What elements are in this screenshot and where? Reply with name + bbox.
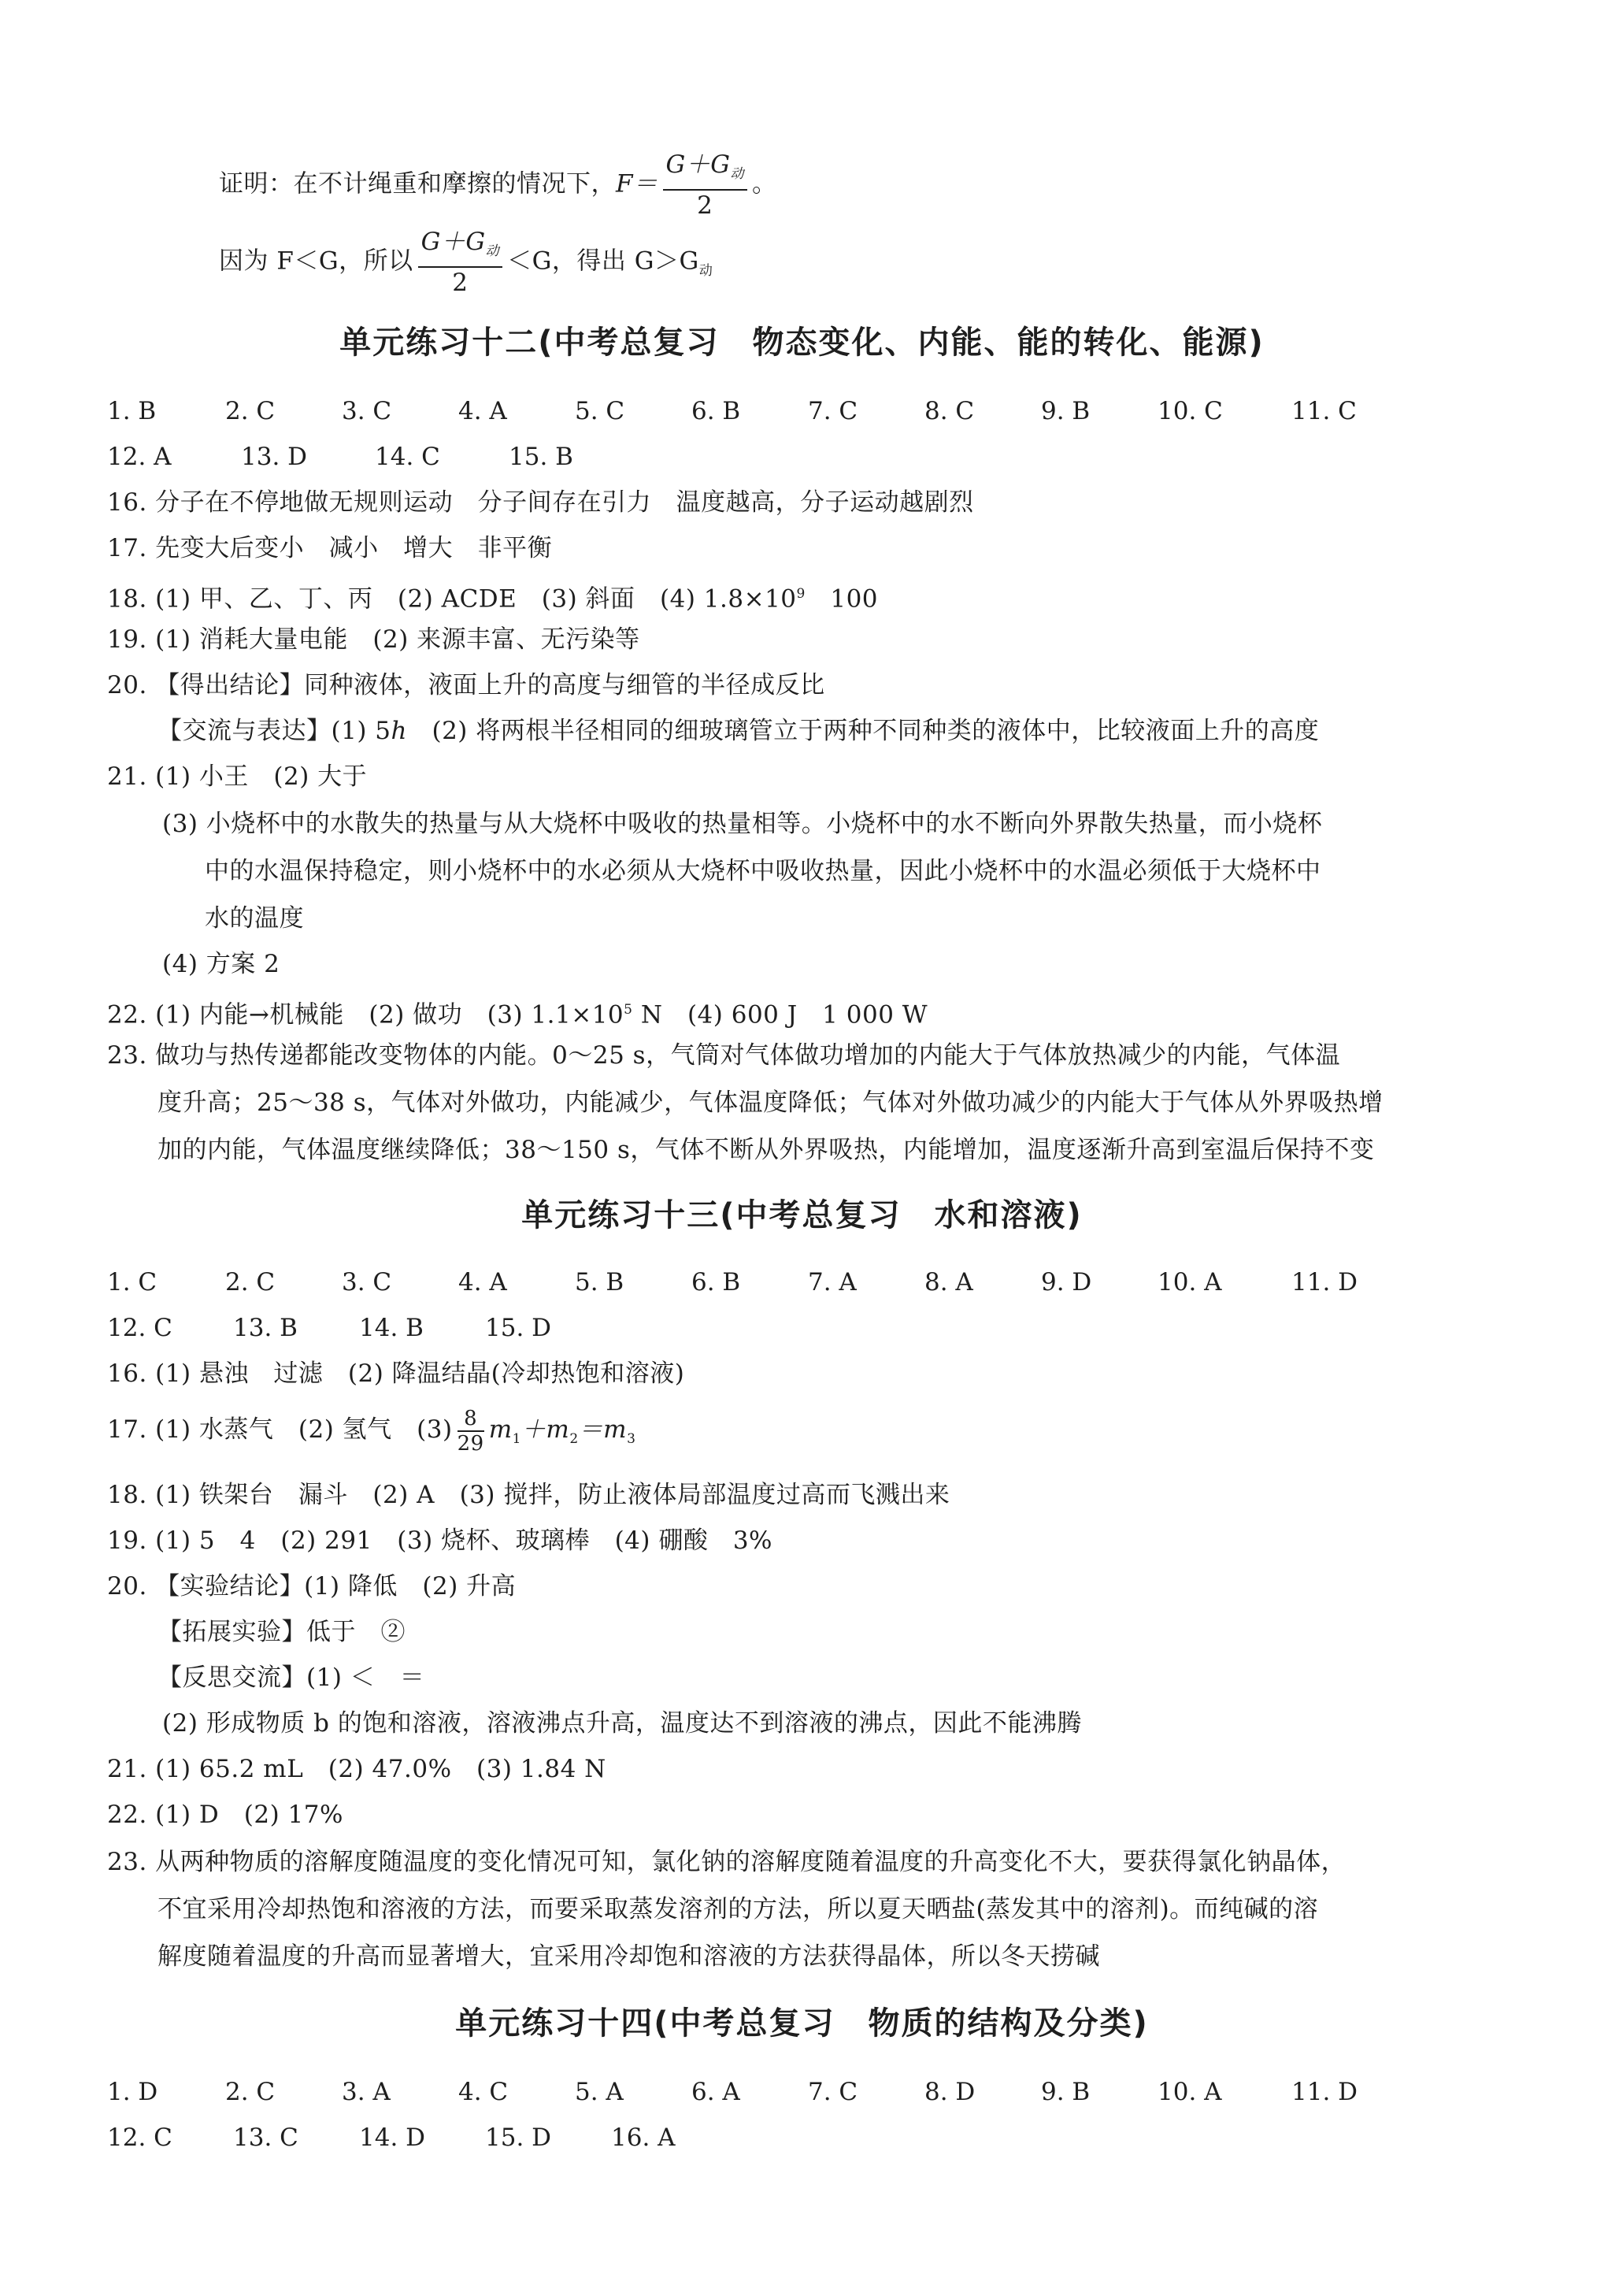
sec12-q22 bbox=[107, 994, 928, 1030]
frac2-numerator-sub: 动 bbox=[485, 243, 500, 260]
mcq-item: 9. D bbox=[1041, 1268, 1092, 1296]
q17-frac-num: 8 bbox=[457, 1407, 484, 1432]
mcq-item: 3. A bbox=[342, 2078, 391, 2106]
mcq-item: 2. C bbox=[225, 2078, 276, 2106]
sec13-q23-c: 解度随着温度的升高而显著增大，宜采用冷却饱和溶液的方法获得晶体，所以冬天捞碱 bbox=[157, 1942, 1100, 1971]
mcq-item: 12. C bbox=[107, 2124, 172, 2152]
mcq-item: 10. C bbox=[1158, 397, 1223, 425]
sec13-q19: 19. (1) 5 4 (2) 291 (3) 烧杯、玻璃棒 (4) 硼酸 3% bbox=[107, 1526, 773, 1555]
sec14-mcq-row-1 bbox=[107, 2076, 1358, 2108]
mcq-item: 5. B bbox=[575, 1268, 624, 1296]
mcq-item: 6. B bbox=[691, 1268, 741, 1296]
frac-numerator-sub: 动 bbox=[730, 166, 745, 183]
proof-line-2 bbox=[219, 227, 713, 302]
q22-text: 22. (1) 内能→机械能 (2) 做功 (3) 1.1×10 bbox=[107, 1000, 624, 1029]
sec12-q23-a: 23. 做功与热传递都能改变物体的内能。0～25 s，气筒对气体做功增加的内能大于气体放热减少的内能，气体温 bbox=[107, 1041, 1341, 1070]
sec12-q21-e: (4) 方案 2 bbox=[162, 950, 280, 978]
mcq-item: 6. A bbox=[691, 2078, 740, 2106]
sec12-q16: 16. 分子在不停地做无规则运动 分子间存在引力 温度越高，分子运动越剧烈 bbox=[107, 488, 974, 517]
sec13-q20-c: 【反思交流】(1) ＜ ＝ bbox=[157, 1664, 425, 1692]
mcq-item: 16. A bbox=[611, 2124, 676, 2152]
mcq-item: 7. C bbox=[808, 397, 858, 425]
q18-text-end: 100 bbox=[805, 584, 879, 614]
section-14-title: 单元练习十四(中考总复习 物质的结构及分类) bbox=[455, 2005, 1149, 2042]
mcq-item: 14. C bbox=[375, 443, 440, 471]
proof-line-1-lhs: F＝ bbox=[616, 169, 658, 198]
mcq-item: 8. C bbox=[924, 397, 975, 425]
frac2-denominator: 2 bbox=[452, 269, 469, 298]
mcq-item: 12. C bbox=[107, 1314, 172, 1342]
sec13-q20-b: 【拓展实验】低于 ② bbox=[157, 1618, 406, 1646]
sec12-q21-b: (3) 小烧杯中的水散失的热量与从大烧杯中吸收的热量相等。小烧杯中的水不断向外界散失热量，而小烧杯 bbox=[162, 810, 1323, 838]
mcq-item: 10. A bbox=[1158, 2078, 1222, 2106]
mcq-item: 1. B bbox=[107, 397, 157, 425]
sec12-q18 bbox=[107, 578, 878, 614]
q17-m2: ＋m bbox=[520, 1415, 570, 1444]
sec12-mcq-row-1 bbox=[107, 395, 1357, 427]
sec12-q20-a: 20. 【得出结论】同种液体，液面上升的高度与细管的半径成反比 bbox=[107, 671, 825, 699]
sec13-q23-a: 23. 从两种物质的溶解度随温度的变化情况可知，氯化钠的溶解度随着温度的升高变化不大，要获得氯化钠晶体， bbox=[107, 1848, 1347, 1876]
sec13-q16: 16. (1) 悬浊 过滤 (2) 降温结晶(冷却热饱和溶液) bbox=[107, 1359, 685, 1388]
mcq-item: 13. B bbox=[233, 1314, 298, 1342]
proof-fraction-1 bbox=[663, 150, 748, 221]
proof-line-1-suffix: 。 bbox=[752, 169, 777, 198]
sec13-mcq-row-1 bbox=[107, 1267, 1358, 1298]
mcq-item: 13. D bbox=[241, 443, 308, 471]
mcq-item: 14. B bbox=[359, 1314, 424, 1342]
proof-line-2-mid: ＜G，得出 G＞G bbox=[507, 247, 699, 276]
mcq-item: 11. D bbox=[1291, 1268, 1358, 1296]
sec12-q21-a: 21. (1) 小王 (2) 大于 bbox=[107, 762, 368, 791]
mcq-item: 15. D bbox=[485, 2124, 552, 2152]
sec12-mcq-row-2 bbox=[107, 441, 573, 473]
mcq-item: 4. C bbox=[458, 2078, 509, 2106]
proof-line-1-prefix: 证明：在不计绳重和摩擦的情况下， bbox=[219, 169, 616, 198]
sec12-q21-c: 中的水温保持稳定，则小烧杯中的水必须从大烧杯中吸收热量，因此小烧杯中的水温必须低于大烧杯中 bbox=[205, 857, 1321, 885]
q17-m1-sub: 1 bbox=[512, 1431, 521, 1448]
q17-m3-sub: 3 bbox=[627, 1431, 636, 1448]
proof-fraction-2 bbox=[418, 227, 503, 298]
mcq-item: 9. B bbox=[1041, 2078, 1091, 2106]
mcq-item: 15. D bbox=[485, 1314, 552, 1342]
sec12-q20-b bbox=[157, 715, 1319, 747]
sec12-q17: 17. 先变大后变小 减小 增大 非平衡 bbox=[107, 534, 553, 562]
sec13-q23-b: 不宜采用冷却热饱和溶液的方法，而要采取蒸发溶剂的方法，所以夏天晒盐(蒸发其中的溶剂)。而纯碱的溶 bbox=[157, 1895, 1319, 1923]
q22-text-end: N (4) 600 J 1 000 W bbox=[632, 1000, 928, 1029]
q22-exponent: 5 bbox=[624, 1002, 633, 1018]
sec13-q20-d: (2) 形成物质 b 的饱和溶液，溶液沸点升高，温度达不到溶液的沸点，因此不能沸腾 bbox=[162, 1709, 1082, 1738]
mcq-item: 2. C bbox=[225, 1268, 276, 1296]
section-13-title: 单元练习十三(中考总复习 水和溶液) bbox=[521, 1197, 1083, 1233]
q20b-text-end: (2) 将两根半径相同的细玻璃管立于两种不同种类的液体中，比较液面上升的高度 bbox=[406, 717, 1320, 745]
sec13-q20-a: 20. 【实验结论】(1) 降低 (2) 升高 bbox=[107, 1572, 517, 1601]
proof-line-2-prefix: 因为 F＜G，所以 bbox=[219, 247, 413, 276]
mcq-item: 7. C bbox=[808, 2078, 858, 2106]
q20b-h: h bbox=[391, 717, 407, 745]
sec13-q17 bbox=[107, 1402, 635, 1467]
q18-exponent: 9 bbox=[796, 586, 806, 602]
mcq-item: 3. C bbox=[342, 1268, 392, 1296]
sec14-mcq-row-2 bbox=[107, 2122, 676, 2153]
q17-m3: ＝m bbox=[578, 1415, 628, 1444]
mcq-item: 3. C bbox=[342, 397, 392, 425]
q20b-text: 【交流与表达】(1) 5 bbox=[157, 717, 391, 745]
mcq-item: 1. D bbox=[107, 2078, 158, 2106]
sec13-q22: 22. (1) D (2) 17% bbox=[107, 1801, 343, 1829]
mcq-item: 15. B bbox=[509, 443, 573, 471]
mcq-item: 4. A bbox=[458, 397, 507, 425]
mcq-item: 1. C bbox=[107, 1268, 157, 1296]
sec12-q23-c: 加的内能，气体温度继续降低；38～150 s，气体不断从外界吸热，内能增加，温度逐渐升高到室温后保持不变 bbox=[157, 1136, 1375, 1164]
sec13-q18: 18. (1) 铁架台 漏斗 (2) A (3) 搅拌，防止液体局部温度过高而飞溅出来 bbox=[107, 1481, 950, 1509]
frac2-numerator: G＋G bbox=[420, 228, 486, 256]
mcq-item: 10. A bbox=[1158, 1268, 1222, 1296]
q17-frac-den: 29 bbox=[457, 1431, 484, 1456]
sec12-q21-d: 水的温度 bbox=[205, 904, 304, 933]
mcq-item: 5. A bbox=[575, 2078, 624, 2106]
frac-numerator: G＋G bbox=[665, 150, 731, 179]
q17-fraction bbox=[457, 1407, 484, 1456]
mcq-item: 14. D bbox=[359, 2124, 426, 2152]
section-12-title: 单元练习十二(中考总复习 物态变化、内能、能的转化、能源) bbox=[339, 325, 1265, 361]
mcq-item: 8. D bbox=[924, 2078, 976, 2106]
sec13-q21: 21. (1) 65.2 mL (2) 47.0% (3) 1.84 N bbox=[107, 1755, 606, 1783]
q18-text: 18. (1) 甲、乙、丁、丙 (2) ACDE (3) 斜面 (4) 1.8×10 bbox=[107, 584, 797, 614]
q17-text: 17. (1) 水蒸气 (2) 氢气 (3) bbox=[107, 1415, 453, 1444]
mcq-item: 2. C bbox=[225, 397, 276, 425]
sec12-q19: 19. (1) 消耗大量电能 (2) 来源丰富、无污染等 bbox=[107, 625, 640, 654]
proof-line-1 bbox=[219, 150, 777, 221]
q17-m2-sub: 2 bbox=[569, 1431, 579, 1448]
mcq-item: 4. A bbox=[458, 1268, 507, 1296]
sec13-mcq-row-2 bbox=[107, 1312, 551, 1344]
mcq-item: 5. C bbox=[575, 397, 625, 425]
mcq-item: 11. C bbox=[1291, 397, 1357, 425]
frac-denominator: 2 bbox=[697, 191, 713, 221]
mcq-item: 6. B bbox=[691, 397, 741, 425]
mcq-item: 12. A bbox=[107, 443, 172, 471]
mcq-item: 9. B bbox=[1041, 397, 1091, 425]
mcq-item: 13. C bbox=[233, 2124, 298, 2152]
q17-m1: m bbox=[488, 1415, 513, 1444]
mcq-item: 8. A bbox=[924, 1268, 973, 1296]
sec12-q23-b: 度升高；25～38 s，气体对外做功，内能减少，气体温度降低；气体对外做功减少的内能大于气体从外界吸热增 bbox=[157, 1089, 1384, 1117]
mcq-item: 7. A bbox=[808, 1268, 857, 1296]
mcq-item: 11. D bbox=[1291, 2078, 1358, 2106]
proof-line-2-sub: 动 bbox=[698, 262, 713, 279]
